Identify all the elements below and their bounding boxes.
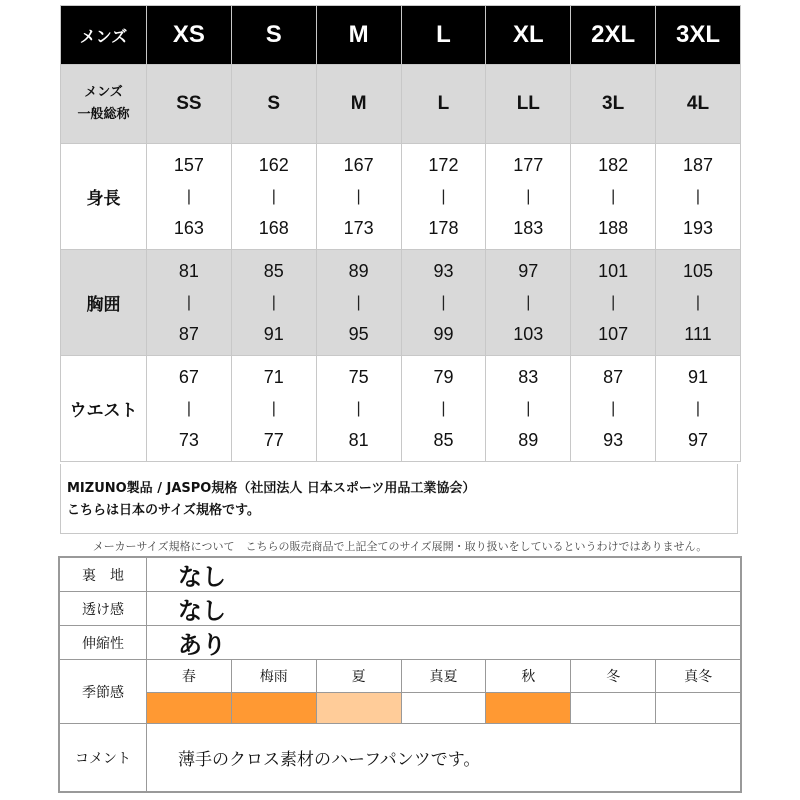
range-separator: | — [186, 293, 191, 311]
lining-label: 裏 地 — [60, 558, 147, 591]
general-label-line1: メンズ — [84, 85, 123, 100]
range-max: 168 — [258, 217, 289, 238]
measurement-range-cell — [571, 250, 656, 356]
range-separator: | — [611, 187, 616, 205]
general-size-cell: S — [231, 65, 316, 144]
range-min: 93 — [433, 260, 454, 281]
season-name: 真冬 — [684, 669, 713, 685]
season-names — [147, 660, 740, 693]
measurement-range-cell — [486, 356, 571, 462]
size-chart-table — [60, 5, 741, 462]
range-max: 89 — [518, 429, 539, 450]
range-max: 85 — [433, 429, 454, 450]
season-level-bar — [317, 693, 402, 723]
measurement-row — [61, 250, 741, 356]
general-size-cell: 3L — [571, 65, 656, 144]
range-max: 99 — [433, 323, 454, 344]
season-bars — [147, 693, 740, 723]
range-max: 193 — [682, 217, 713, 238]
general-size-row — [61, 65, 741, 144]
measurement-range-cell — [147, 356, 232, 462]
range-max: 87 — [178, 323, 199, 344]
comment-label: コメント — [60, 724, 147, 791]
season-grid — [147, 660, 740, 723]
range-min: 167 — [343, 154, 374, 175]
measurement-range-cell — [231, 250, 316, 356]
range-max: 81 — [348, 429, 369, 450]
season-level-bar — [232, 693, 317, 723]
notes-line2: こちらは日本のサイズ規格です。 — [67, 503, 260, 518]
season-name: 夏 — [317, 660, 402, 692]
range-max: 111 — [684, 323, 712, 344]
size-header-row — [61, 6, 741, 65]
season-row — [60, 660, 740, 724]
range-min: 105 — [682, 260, 713, 281]
comment-row — [60, 724, 740, 791]
range-separator: | — [356, 293, 361, 311]
stretch-value: あり — [178, 631, 226, 659]
range-separator: | — [271, 293, 276, 311]
stretch-row — [60, 626, 740, 660]
range-separator: | — [441, 187, 446, 205]
measurement-range-cell — [316, 144, 401, 250]
range-min: 83 — [518, 366, 539, 387]
range-separator: | — [441, 293, 446, 311]
general-size-cell: 4L — [656, 65, 741, 144]
range-max: 183 — [513, 217, 544, 238]
range-max: 107 — [598, 323, 629, 344]
season-level-bar — [402, 693, 487, 723]
measurement-range-cell — [231, 356, 316, 462]
range-max: 91 — [263, 323, 284, 344]
season-level-bar — [147, 693, 232, 723]
range-separator: | — [356, 187, 361, 205]
measurement-range-cell — [656, 144, 741, 250]
range-min: 177 — [513, 154, 544, 175]
measurement-range-cell — [571, 144, 656, 250]
range-separator: | — [356, 399, 361, 417]
range-separator: | — [611, 293, 616, 311]
size-header-s: S — [231, 6, 316, 65]
range-max: 93 — [603, 429, 624, 450]
sheer-value: なし — [178, 597, 226, 625]
measurement-range-cell — [656, 356, 741, 462]
range-min: 101 — [598, 260, 629, 281]
measurement-range-cell — [401, 356, 486, 462]
measurement-range-cell — [656, 250, 741, 356]
measurement-range-cell — [147, 250, 232, 356]
range-separator: | — [526, 187, 531, 205]
size-header-xl: XL — [486, 6, 571, 65]
measurement-row — [61, 144, 741, 250]
maker-size-disclaimer: メーカーサイズ規格について こちらの販売商品で上記全てのサイズ展開・取り扱いをしているというわけではありません。 — [92, 540, 708, 553]
range-min: 89 — [348, 260, 369, 281]
measurement-range-cell — [316, 356, 401, 462]
range-min: 162 — [258, 154, 289, 175]
measurement-range-cell — [571, 356, 656, 462]
range-min: 87 — [603, 366, 624, 387]
range-separator: | — [526, 399, 531, 417]
product-attributes-table — [58, 556, 742, 793]
measurement-label: ウエスト — [61, 356, 147, 462]
range-max: 77 — [263, 429, 284, 450]
measurement-range-cell — [401, 250, 486, 356]
measurement-row — [61, 356, 741, 462]
range-separator: | — [186, 187, 191, 205]
general-size-cell: M — [316, 65, 401, 144]
range-separator: | — [611, 399, 616, 417]
range-separator: | — [695, 187, 701, 205]
season-name: 冬 — [571, 660, 656, 692]
range-min: 71 — [263, 366, 284, 387]
measurement-range-cell — [231, 144, 316, 250]
range-max: 163 — [173, 217, 204, 238]
range-max: 173 — [343, 217, 374, 238]
range-separator: | — [186, 399, 191, 417]
general-size-label — [61, 65, 147, 144]
stretch-label: 伸縮性 — [60, 626, 147, 659]
size-header-m: M — [316, 6, 401, 65]
range-min: 85 — [263, 260, 284, 281]
range-min: 97 — [518, 260, 539, 281]
range-min: 91 — [687, 366, 708, 387]
range-max: 73 — [178, 429, 199, 450]
range-min: 187 — [682, 154, 713, 175]
sheer-row — [60, 592, 740, 626]
measurement-label: 胸囲 — [61, 250, 147, 356]
general-size-cell: L — [401, 65, 486, 144]
sheer-label: 透け感 — [60, 592, 147, 625]
lining-value: なし — [178, 563, 226, 591]
range-min: 182 — [598, 154, 629, 175]
size-header-2xl: 2XL — [571, 6, 656, 65]
lining-row — [60, 558, 740, 592]
size-header-3xl: 3XL — [656, 6, 741, 65]
measurement-label: 身長 — [61, 144, 147, 250]
range-min: 67 — [178, 366, 199, 387]
range-max: 188 — [598, 217, 629, 238]
range-min: 75 — [348, 366, 369, 387]
general-label-line2: 一般総称 — [77, 107, 130, 122]
season-name: 梅雨 — [232, 660, 317, 692]
season-level-bar — [571, 693, 656, 723]
season-name: 真夏 — [402, 660, 487, 692]
range-min: 157 — [173, 154, 204, 175]
range-max: 178 — [428, 217, 459, 238]
measurement-range-cell — [147, 144, 232, 250]
size-standard-notes — [60, 464, 738, 534]
range-max: 95 — [348, 323, 369, 344]
range-min: 81 — [178, 260, 199, 281]
general-size-cell: LL — [486, 65, 571, 144]
range-min: 172 — [428, 154, 459, 175]
range-separator: | — [271, 187, 276, 205]
corner-label: メンズ — [61, 6, 147, 65]
measurement-range-cell — [486, 144, 571, 250]
comment-value: 薄手のクロス素材のハーフパンツです。 — [178, 750, 481, 770]
season-level-bar — [656, 693, 740, 723]
season-name: 春 — [147, 660, 232, 692]
season-name: 秋 — [486, 660, 571, 692]
general-size-cell: SS — [147, 65, 232, 144]
season-label: 季節感 — [60, 660, 147, 723]
range-max: 97 — [687, 429, 708, 450]
size-header-xs: XS — [147, 6, 232, 65]
size-header-l: L — [401, 6, 486, 65]
season-level-bar — [486, 693, 571, 723]
range-separator: | — [695, 399, 701, 417]
measurement-range-cell — [401, 144, 486, 250]
range-min: 79 — [433, 366, 454, 387]
measurement-range-cell — [316, 250, 401, 356]
notes-line1: MIZUNO製品 / JASPO規格（社団法人 日本スポーツ用品工業協会） — [67, 481, 476, 496]
range-separator: | — [526, 293, 531, 311]
range-max: 103 — [513, 323, 544, 344]
range-separator: | — [271, 399, 276, 417]
measurement-range-cell — [486, 250, 571, 356]
range-separator: | — [695, 293, 701, 311]
range-separator: | — [441, 399, 446, 417]
